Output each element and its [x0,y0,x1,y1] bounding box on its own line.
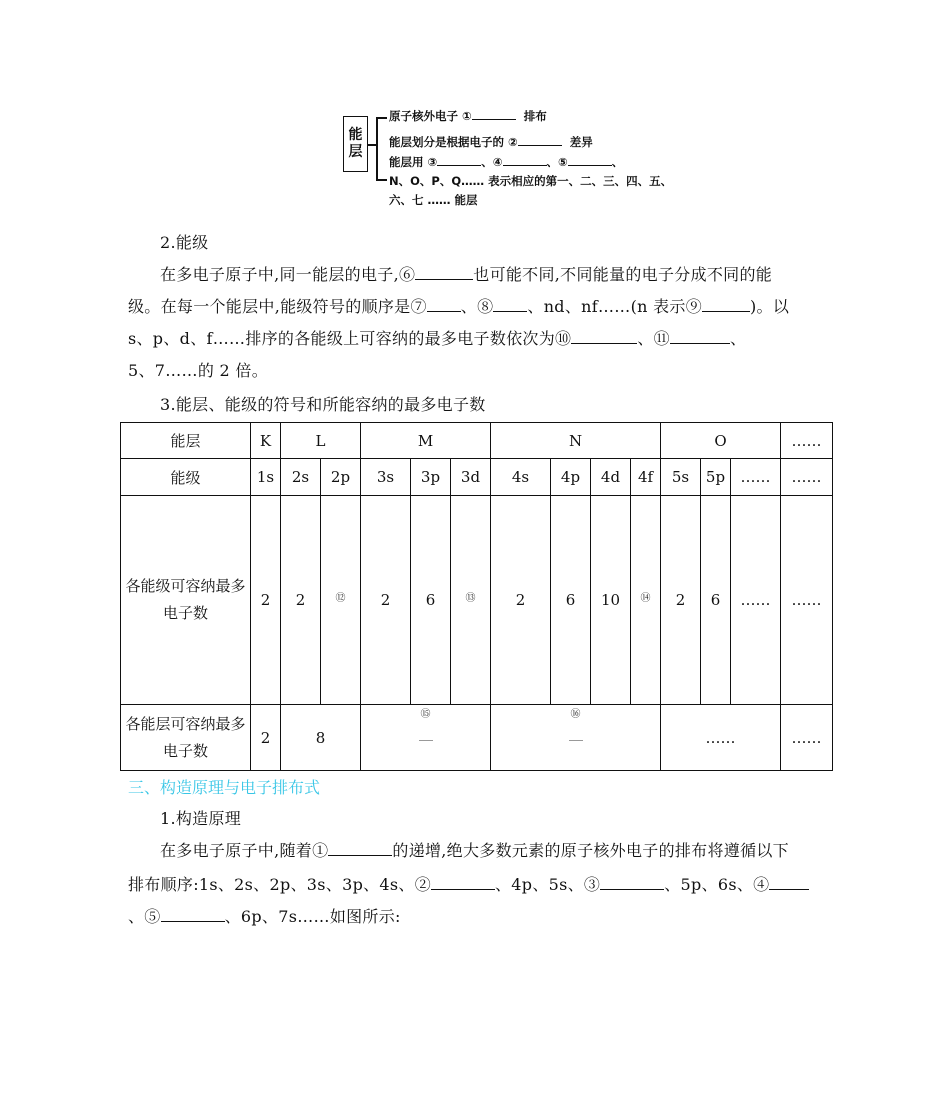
paragraph-line: 、⑤ 、6p、7s……如图所示: [128,907,401,926]
sublevel-cell: 4p [551,459,591,496]
part-heading: 三、构造原理与电子排布式 [128,778,321,797]
sublevel-cell: 1s [251,459,281,496]
paragraph-line: 排布顺序:1s、2s、2p、3s、3p、4s、② 、4p、5s、③ 、5p、6s、④ [128,872,809,895]
sublevel-cell: …… [781,459,833,496]
sublevel-cell: 2p [321,459,361,496]
sublevel-cell: 4f [631,459,661,496]
paragraph-line: 5、7……的 2 倍。 [128,361,269,380]
sublevel-cell: 2s [281,459,321,496]
diagram-line-4: N、O、P、Q…… 表示相应的第一、二、三、四、五、 [389,174,673,188]
layer-capacity-cell [491,705,661,771]
sublevel-cell: 3s [361,459,411,496]
blank-marker: ⑭ [640,593,651,604]
layer-capacity-cell: 8 [281,705,361,771]
connector [376,117,378,179]
table-row [121,496,833,705]
paragraph-line: 级。在每一个能层中,能级符号的顺序是⑦ 、⑧ 、nd、nf……(n 表示⑨ )。以 [128,297,790,316]
table-row [121,705,833,771]
diagram-line-3: 能层用 ③ 、④ 、⑤ 、 [389,155,624,169]
paragraph-line: s、p、d、f……排序的各能级上可容纳的最多电子数依次为⑩ 、⑪ 、 [128,329,747,348]
diagram-line-5: 六、七 …… 能层 [389,193,478,207]
capacity-cell: 6 [551,496,591,705]
diagram-label-char: 能 [348,126,363,143]
row-label: 能级 [121,459,251,496]
sublevel-cell: …… [731,459,781,496]
table-row [121,423,833,459]
capacity-cell [451,496,491,705]
connector [368,144,376,146]
capacity-cell: 2 [491,496,551,705]
layer-capacity-cell: …… [661,705,781,771]
capacity-cell: 2 [661,496,701,705]
sublevel-cell: 5p [701,459,731,496]
diagram-line-1: 原子核外电子 ① 排布 [389,109,547,123]
section-heading: 2.能级 [160,233,209,252]
layer-cell: …… [781,423,833,459]
capacity-cell: …… [731,496,781,705]
capacity-cell: 2 [251,496,281,705]
diagram-line-2: 能层划分是根据电子的 ② 差异 [389,135,593,149]
layer-capacity-cell: …… [781,705,833,771]
energy-level-table [120,422,833,771]
layer-cell: M [361,423,491,459]
layer-cell: N [491,423,661,459]
blank-marker: ⑫ [335,593,346,604]
table-row [121,459,833,496]
sublevel-cell: 3p [411,459,451,496]
capacity-cell [321,496,361,705]
layer-capacity-cell: 2 [251,705,281,771]
sublevel-cell: 4s [491,459,551,496]
connector [376,117,387,119]
capacity-cell: 6 [411,496,451,705]
capacity-cell: 2 [281,496,321,705]
diagram-label-box [343,116,368,172]
layer-capacity-cell [361,705,491,771]
layer-cell: O [661,423,781,459]
sublevel-cell: 3d [451,459,491,496]
blank-marker: ⑬ [465,593,476,604]
capacity-cell: …… [781,496,833,705]
paragraph-line: 在多电子原子中,随着① 的递增,绝大多数元素的原子核外电子的排布将遵循以下 [160,841,789,860]
section-heading: 1.构造原理 [160,809,242,828]
energy-level-diagram [343,108,673,212]
capacity-cell [631,496,661,705]
row-label: 各能级可容纳最多电子数 [121,496,251,705]
row-label: 各能层可容纳最多电子数 [121,705,251,771]
sublevel-cell: 5s [661,459,701,496]
layer-cell: L [281,423,361,459]
diagram-label-char: 层 [348,144,363,160]
connector [376,179,387,181]
sublevel-cell: 4d [591,459,631,496]
capacity-cell: 6 [701,496,731,705]
section-heading: 3.能层、能级的符号和所能容纳的最多电子数 [160,395,486,414]
layer-cell: K [251,423,281,459]
row-label: 能层 [121,423,251,459]
blank-marker: ⑯ [570,709,581,720]
paragraph-line: 在多电子原子中,同一能层的电子,⑥ 也可能不同,不同能量的电子分成不同的能 [160,265,773,284]
blank-marker: ⑮ [420,709,431,720]
capacity-cell: 2 [361,496,411,705]
capacity-cell: 10 [591,496,631,705]
